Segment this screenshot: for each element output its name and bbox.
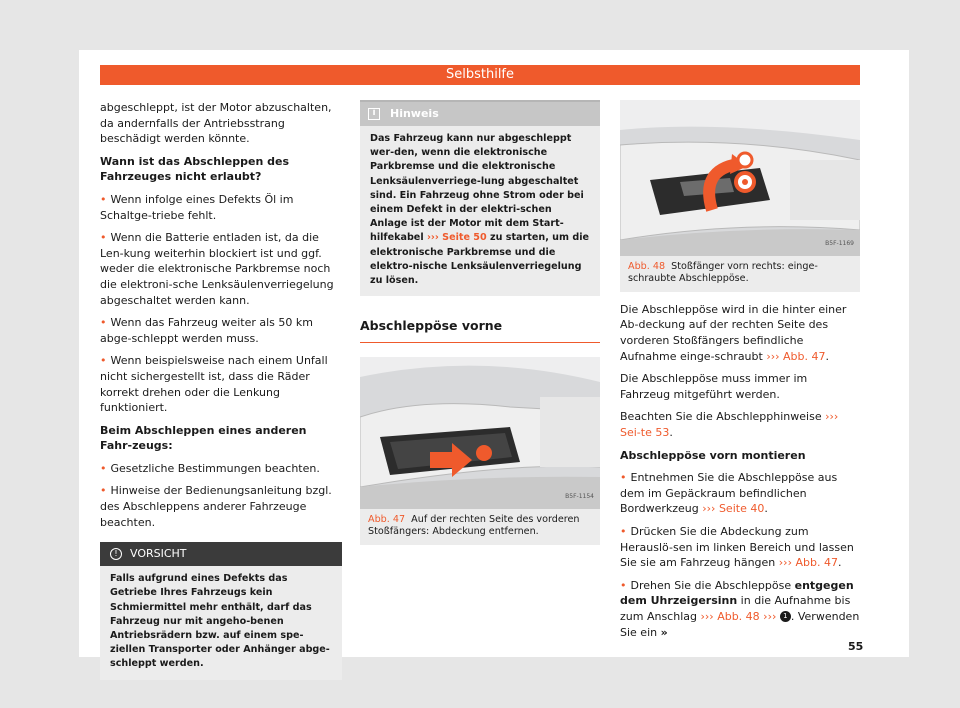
info-icon: i <box>368 108 380 120</box>
figure-link[interactable]: Abb. 48 <box>717 609 760 623</box>
text-part: Entnehmen Sie die Abschleppöse aus dem im Gepäckraum befindlichen Bordwerkzeug <box>620 471 838 516</box>
arrow-glyph: ››› <box>763 609 777 623</box>
text-part: Die Abschleppöse wird in die hinter einer Ab-deckung auf der rechten Seite des vorderen Stoßfängers befindliche Aufnahme einge-schraubt <box>620 302 847 363</box>
warning-title: VORSICHT <box>130 547 187 561</box>
figure-47 <box>360 357 600 545</box>
figure-caption-text: Stoßfänger vorn rechts: einge-schraubte Abschleppöse. <box>628 261 818 285</box>
heading-mount-tow-eye: Abschleppöse vorn montieren <box>620 448 806 462</box>
intro-paragraph: abgeschleppt, ist der Motor abzuschalten, da andernfalls der Antriebsstrang beschädigt werden könnte. <box>100 101 332 146</box>
text-part: . <box>669 425 673 439</box>
column-middle <box>360 100 600 545</box>
bullet-item: • Wenn das Fahrzeug weiter als 50 km abge-schleppt werden muss. <box>100 315 342 346</box>
figure-label: Abb. 47 <box>368 513 406 525</box>
warning-box <box>100 542 342 679</box>
arrow-glyph: ››› <box>766 349 780 363</box>
bullet-item <box>620 524 860 571</box>
note-text <box>360 126 600 296</box>
text-part: . <box>837 556 842 570</box>
page-link[interactable]: Seite 50 <box>442 232 487 244</box>
note-text-part: zu starten, um die elektronische Parkbremse und die elektro-nische Lenksäulenverriegelung zu lösen. <box>370 232 590 287</box>
arrow-glyph: ››› <box>700 609 714 623</box>
note-text-part: Das Fahrzeug kann nur abgeschleppt wer-den, wenn die elektronische Parkbremse und die elektronische Lenksäulenverriege-lung abgeschaltet sind. Ein Fahrzeug ohne Strom oder bei einem Defekt in der elektri-schen Anlage ist der Motor mit dem Start-hilfekabel <box>370 133 584 244</box>
bullet-item <box>620 470 860 517</box>
figure-link[interactable]: Abb. 47 <box>783 349 826 363</box>
figure-code: B5F-1154 <box>565 493 594 501</box>
arrow-glyph: ››› <box>426 232 439 244</box>
text-part: Drehen Sie die Abschleppöse <box>630 578 795 592</box>
warning-text: Falls aufgrund eines Defekts das Getriebe Ihres Fahrzeugs kein Schmiermittel mehr enthält, darf das Fahrzeug nur mit angeho-benen Antriebsrädern bzw. auf einem spe-ziellen Transporter oder Anhänger abge-schleppt werden. <box>110 573 330 670</box>
heading-towing-not-allowed: Wann ist das Abschleppen des Fahrzeuges nicht erlaubt? <box>100 154 290 184</box>
figure-code: B5F-1169 <box>825 240 854 248</box>
page-number: 55 <box>848 640 864 653</box>
page-header: Selbsthilfe <box>100 65 860 85</box>
text-part: . Verwenden Sie ein <box>620 609 860 639</box>
section-title: Abschleppöse vorne <box>360 318 600 343</box>
warning-header <box>100 542 342 566</box>
figure-label: Abb. 48 <box>628 261 666 272</box>
figure-caption-text: Auf der rechten Seite des vorderen Stoßfängers: Abdeckung entfernen. <box>368 513 580 538</box>
text-part: . <box>825 349 830 363</box>
text-bold: entgegen dem Uhrzeigersinn <box>620 578 854 608</box>
figure-48 <box>620 100 860 292</box>
figure-image <box>620 100 860 256</box>
figure-caption <box>360 509 600 545</box>
column-right <box>620 100 860 647</box>
figure-image <box>360 357 600 509</box>
figure-link[interactable]: Abb. 47 <box>795 556 838 570</box>
text-part: Drücken Sie die Abdeckung zum Herauslö-sen im linken Bereich und lassen Sie sie am Fahrzeug hängen <box>620 524 854 570</box>
page-link[interactable]: ››› Seite 40 <box>702 502 765 516</box>
bullet-item: • Gesetzliche Bestimmungen beachten. <box>100 461 342 477</box>
warning-circle-icon: ! <box>110 548 122 560</box>
paragraph <box>620 302 860 364</box>
continue-mark: » <box>660 625 668 639</box>
bullet-item <box>620 578 860 640</box>
text-part: Beachten Sie die Abschlepphinweise <box>620 410 826 424</box>
callout-number-icon: 1 <box>780 611 791 622</box>
column-left <box>100 100 342 680</box>
note-box <box>360 100 600 296</box>
figure-caption <box>620 256 860 292</box>
text-part: in die Aufnahme bis zum Anschlag <box>620 594 851 623</box>
bumper-illustration <box>360 357 600 509</box>
text-part: . <box>764 502 768 516</box>
arrow-glyph: ››› <box>778 556 792 570</box>
note-header <box>360 102 600 126</box>
bullet-item: • Wenn die Batterie entladen ist, da die Len-kung weiterhin blockiert ist und ggf. weder die elektronische Parkbremse noch die elektroni-sche Lenksäulenverriegelung abgeschaltet werden kann. <box>100 230 342 308</box>
heading-towing-other-vehicle: Beim Abschleppen eines anderen Fahr-zeugs: <box>100 423 307 453</box>
bullet-item: • Wenn beispielsweise nach einem Unfall nicht sichergestellt ist, dass die Räder korrekt drehen oder die Lenkung funktioniert. <box>100 353 342 415</box>
page-link[interactable]: ››› Sei-te 53 <box>620 410 839 439</box>
note-title: Hinweis <box>390 107 439 121</box>
bullet-item: • Hinweise der Bedienungsanleitung bzgl. des Abschleppens anderer Fahrzeuge beachten. <box>100 483 342 530</box>
bullet-item: • Wenn infolge eines Defekts Öl im Schaltge-triebe fehlt. <box>100 192 342 223</box>
paragraph: Die Abschleppöse muss immer im Fahrzeug mitgeführt werden. <box>620 372 808 401</box>
paragraph <box>620 409 860 440</box>
tow-eye-illustration <box>620 100 860 256</box>
